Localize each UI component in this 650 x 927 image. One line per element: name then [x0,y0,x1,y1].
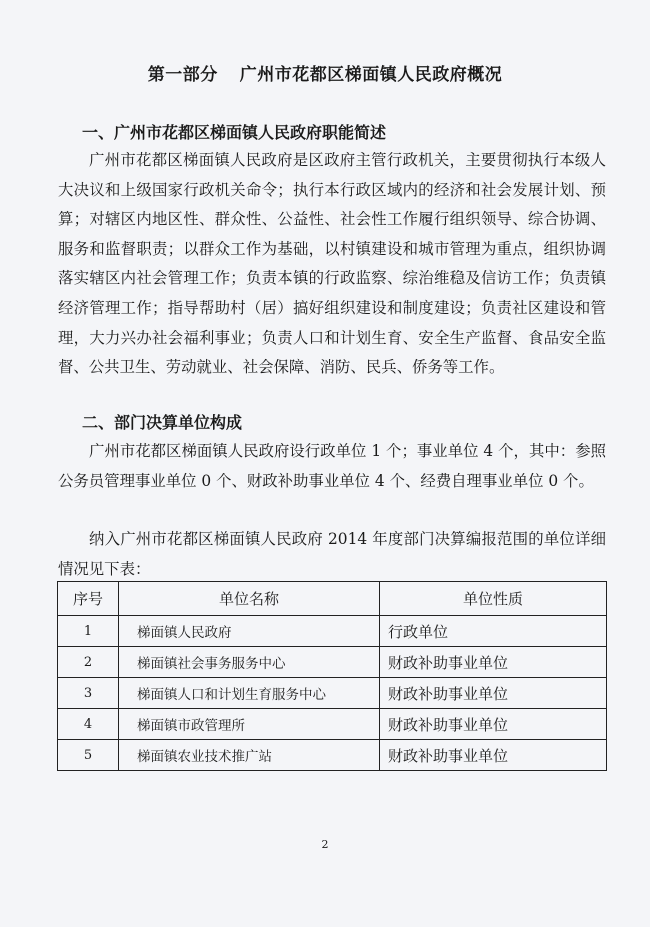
title-part: 第一部分 [147,65,218,85]
row-name: 梯面镇农业技术推广站 [119,740,380,771]
row-type: 财政补助事业单位 [380,709,607,740]
row-type: 行政单位 [380,616,607,647]
row-num: 5 [58,740,119,771]
row-type: 财政补助事业单位 [380,647,607,678]
header-name: 单位名称 [119,582,380,616]
row-name: 梯面镇人民政府 [119,616,380,647]
table-row [58,740,607,771]
page-title [0,60,650,85]
header-num: 序号 [58,582,119,616]
row-num: 1 [58,616,119,647]
row-num: 2 [58,647,119,678]
title-name: 广州市花都区梯面镇人民政府概况 [239,65,503,85]
unit-table [57,581,607,771]
table-header-row [58,582,607,616]
table-intro-paragraph: 纳入广州市花都区梯面镇人民政府 2014 年度部门决算编报范围的单位详细情况见下表： [58,530,606,578]
row-name: 梯面镇市政管理所 [119,709,380,740]
header-type: 单位性质 [380,582,607,616]
row-type: 财政补助事业单位 [380,740,607,771]
table-row [58,616,607,647]
row-name: 梯面镇人口和计划生育服务中心 [119,678,380,709]
section-2-paragraph: 广州市花都区梯面镇人民政府设行政单位 1 个；事业单位 4 个，其中：参照公务员管理事业单位 0 个、财政补助事业单位 4 个、经费自理事业单位 0 个。 [58,442,606,490]
row-num: 4 [58,709,119,740]
section-1-heading: 一、广州市花都区梯面镇人民政府职能简述 [82,123,387,142]
table-row [58,678,607,709]
section-2-heading: 二、部门决算单位构成 [82,413,243,432]
page-number: 2 [321,838,329,851]
row-num: 3 [58,678,119,709]
table-row [58,709,607,740]
row-name: 梯面镇社会事务服务中心 [119,647,380,678]
row-type: 财政补助事业单位 [380,678,607,709]
section-1-paragraph: 广州市花都区梯面镇人民政府是区政府主管行政机关，主要贯彻执行本级人大决议和上级国家行政机关命令；执行本行政区域内的经济和社会发展计划、预算；对辖区内地区性、群众性、公益性、社会性工作履行组织领导、综合协调、服务和监督职责；以群众工作为基础，以村镇建设和城市管理为重点，组织协调落实辖区内社会管理工作；负责本镇的行政监察、综治维稳及信访工作；负责镇经济管理工作；指导帮助村（居）搞好组织建设和制度建设；负责社区建设和管理，大力兴办社会福利事业；负责人口和计划生育、安全生产监督、食品安全监督、公共卫生、劳动就业、社会保障、消防、民兵、侨务等工作。 [58,151,606,377]
table-row [58,647,607,678]
